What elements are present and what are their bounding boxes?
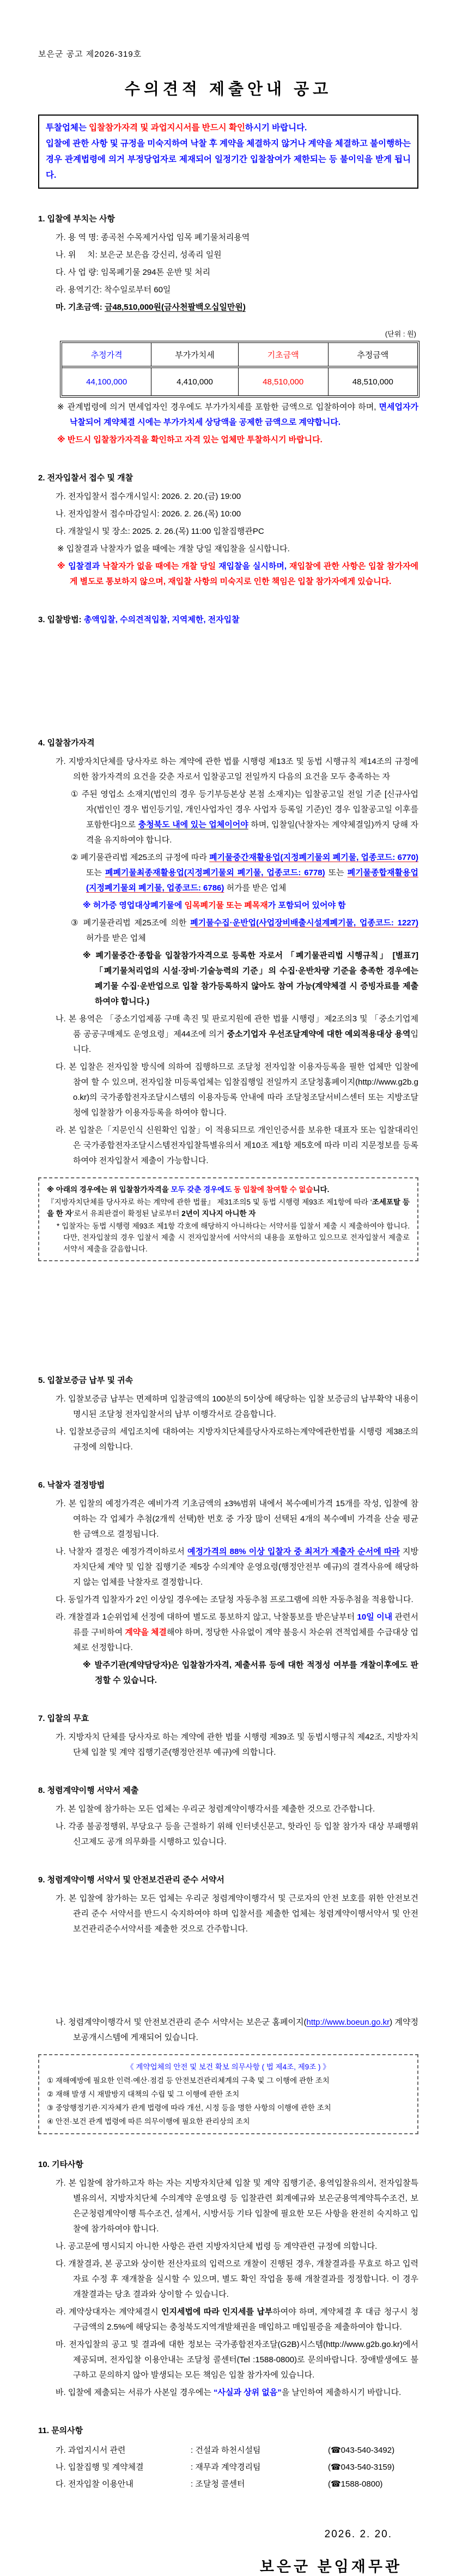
warning-paragraph [46,120,411,136]
contact-department: : 재무과 계약경리팀 [191,2463,261,2472]
text-run: 예정가격의 88% 이상 입찰자 중 최저가 제출자 순서에 따라 [187,1547,400,1556]
paragraph [38,754,418,785]
paragraph [38,507,418,522]
paragraph [38,230,418,245]
amount-table-header: 추정금액 [328,343,417,367]
warning-paragraph [46,136,411,183]
unit-label: (단위 : 원) [385,330,416,338]
text-run: ※ [57,562,69,571]
amount-table-header: 추정가격 [62,343,151,367]
text-run: 7. 입찰의 무효 [38,1714,89,1723]
amount-table-header: 부가가치세 [151,343,238,367]
text-run: 라. 계약상대자는 계약체결시 [56,2307,161,2316]
text-run: 인지세법에 따라 인지세를 납부 [161,2307,273,2316]
contact-label: 나. 입찰집행 및 계약체결 [56,2463,144,2472]
text-run: 낙찰자가 없을 때에는 개찰 당일 [100,562,219,571]
box-paragraph [47,2074,410,2087]
paragraph [38,1891,418,1937]
paragraph [38,1060,418,1121]
text-run: 2. 전자입찰서 접수 및 개찰 [38,473,133,483]
text-run: 지방자치단체 계약 및 입찰 집행기준 제5장 수의계약 운영요령(행정안전부 예규)의 결격사유에 해당하지 않는 업체를 낙찰자로 결정합니다. [73,1547,418,1587]
paragraph [38,787,418,848]
boeun-homepage-link[interactable]: http://www.boeun.go.kr [306,2018,390,2027]
text-run: 《 계약업체의 안전 및 보건 확보 의무사항 ( 법 제4조, 제9조 ) 》 [126,2063,330,2071]
text-run: 2년이 지나지 아니한 자 [181,1209,256,1218]
paragraph [38,2015,418,2045]
text-run: 니다. [313,1185,330,1194]
contact-label: 다. 전자입찰 이용안내 [56,2479,133,2489]
box-paragraph [47,1184,410,1195]
paragraph [38,1424,418,1455]
text-run: 나. 각종 불공정행위, 부당요구 등을 근절하기 위해 인터넷신문고, 핫라인 등 입찰 참가자 대상 부패행위 신고제도 공개 의무화를 시행하고 있습니다. [56,1822,418,1846]
text-run: 다. 본 입찰은 전자입찰 방식에 의하여 집행하므로 조달청 전자입찰 이용자등록을 필한 업체만 입찰에 참여 할 수 있으며, 전자입찰 미등록업체는 입찰집행일 전일까지 조달청홈페이지(http://www.g2b.go.kr)의 국가종합전자조달시스템의 이용자등록 안내에 따라 조달청조달서비스센터 또는 지방조달청에 입찰참가 이용자등록을 하여야 합니다. [56,1062,418,1117]
text-run: 나. 공고문에 명시되지 아니한 사항은 관련 지방자치단체 법령 등 계약관련 규정에 의합니다. [56,2242,378,2251]
paragraph [38,1544,418,1590]
text-run: ※ 아래의 경우에는 위 입찰참가자격을 [47,1185,171,1194]
section-10-heading [38,2157,418,2172]
text-run: 관련서류를 구비하여 [73,1612,418,1637]
text-run: 가. 본 입찰에 참가하고자 하는 자는 지방자치단체 입찰 및 계약 집행기준, 용역입찰유의서, 전자입찰특별유의서, 지방자치단체 수의계약 운영요령 등 입찰관련 회계예규와 보은군용역계약특수조건, 보은군청렴계약이행 특수조건, 설계서, 시방서등 기타 입찰에 필요한 모든 사항을 완전히 숙지하고 입찰에 참가하여야 합니다. [56,2178,418,2234]
text-run: 폐폐기물최종재활용업(지정폐기물외 폐기물, 업종코드: 6778) [105,868,325,877]
gap-block [38,631,418,713]
paragraph [38,265,418,280]
text-run: 가. 지방자치단체를 당사자로 하는 계약에 관한 법률 시행령 제13조 및 동법 시행규칙 제14조의 규정에 의한 참가자격의 요건을 갖춘 자로서 입찰공고일 전일까지 다음의 요건을 모두 충족하는 자 [56,757,418,781]
safety-health-duty-box [38,2054,418,2134]
contact-row [38,2442,418,2459]
bidder-warning-box [38,115,418,189]
text-run: 나. 본 용역은 「중소기업제품 구매 촉진 및 판로지원에 관한 법률 시행령」제2조의3 및 「중소기업제품 공공구매제도 운영요령」제44조에 의거 [56,1014,418,1039]
section-2-heading [38,471,418,486]
text-run: 폐기물종합재활용업(지정폐기물외 폐기물, 업종코드: 6786) [86,868,418,893]
amount-table [60,341,419,398]
text-run: 나. 청렴계약이행각서 및 안전보건관리 준수 서약서는 보은군 홈페이지( [56,2018,307,2027]
text-run: 6. 낙찰자 결정방법 [38,1480,105,1490]
text-run: 재입찰에 관한 사항은 입찰 참가자에게 별도로 통보하지 않으며, 재입찰 사항의 미숙지로 인한 책임은 입찰 참가자에게 있습니다. [70,562,418,586]
text-run: 10일 이내 [357,1612,393,1622]
box-paragraph [47,1220,410,1255]
text-run: 마. 기초금액: [56,303,105,312]
text-run: 면세업자가 낙찰되어 계약체결 시에는 부가가치세 상당액을 공제한 금액으로 계약합니다. [70,402,418,427]
paragraph [38,850,418,896]
text-run: 하며, 입찰일(낙찰자는 계약체결일)까지 당해 자격을 유지하여야 합니다. [86,820,419,845]
box-paragraph [47,2061,410,2073]
contact-label: 가. 과업지시서 관련 [56,2446,126,2455]
text-run: 입니다. [73,1030,419,1054]
paragraph [38,541,418,557]
text-run: 가. 용 역 명: 종곡천 수목제거사업 임목 폐기물처리용역 [56,233,250,242]
contact-department: : 조달청 콜센터 [191,2479,245,2489]
text-run: 바. 입찰에 제출되는 서류가 사본일 경우에는 [56,2388,214,2397]
text-run: 나. 낙찰자 결정은 예정가격이하로서 [56,1547,188,1556]
paragraph [38,432,418,448]
amount-table-value: 44,100,000 [62,367,151,395]
text-run: 10. 기타사항 [38,2160,83,2169]
box-paragraph [47,2102,410,2114]
text-run: ) 계약정보공개시스템에 게재되어 있습니다. [73,2018,418,2042]
text-run: 가. 지방자치 단체를 당사자로 하는 계약에 관한 법률 시행령 제39조 및 동법시행규칙 제42조, 지방자치단체 입찰 및 계약 집행기준(행정안전부 예규)에 의합니다. [56,1732,418,1757]
contact-row [38,2476,418,2493]
amount-table-header: 기초금액 [238,343,328,367]
paragraph [38,524,418,539]
issuing-authority-signature: 보은군 분임재무관 [259,2559,402,2575]
text-run: 재입찰을 실시하며, [218,562,287,571]
text-run: 가. 본 입찰의 예정가격은 예비가격 기초금액의 ±3%범위 내에서 복수예비가격 15개를 작성, 입찰에 참여하는 각 업체가 추첨(2개씩 선택)한 번호 중 가장 많이 선택된 4개의 복수예비 가격을 산술 평균한 금액으로 결정됩니다. [56,1499,418,1539]
text-run: 조세포탈 등을 한 자 [47,1198,410,1218]
text-run: 임목폐기물 또는 폐목재 [184,901,268,910]
contact-phone: (☎1588-0800) [328,2479,383,2489]
text-run: ② 재해 발생 시 재발방지 대책의 수립 및 그 이행에 관한 조치 [47,2090,240,2098]
text-run: ※ 폐기물중간·종합을 입찰참가자격으로 등록한 자로서 「폐기물관리법 시행규칙」 [별표7] 「폐기물처리업의 시설·장비·기술능력의 기준」의 수집·운반차량 기준을 충족한 경우에는 폐기물 수집·운반업으로 입찰 참가등록하지 않아도 참여 가능(계약체결 시 증빙자료를 제출하여야 합니다.) [83,951,418,1006]
text-run: 또는 [86,868,105,877]
text-run: ※ 입찰결과 낙찰자가 없을 때에는 개찰 당일 재입찰을 실시합니다. [57,544,290,553]
text-run: 라. 용역기간: 착수일로부터 60일 [56,285,171,294]
text-run: ① 재해예방에 필요한 인력·예산·점검 등 안전보건관리체계의 구축 및 그 이행에 관한 조치 [47,2077,330,2085]
paragraph [38,2385,418,2400]
text-run: ① 주된 영업소 소재지(법인의 경우 등기부등본상 본점 소재지)는 입찰공고일 전일 기준 [신규사업자(법인인 경우 법인등기일, 개인사업자인 경우 사업자 등록일 기준)인 경우 입찰공고일 이후를 포함한다]으로 [71,790,418,829]
text-run: 가. 입찰보증금 납부는 면제하며 입찰금액의 100분의 5이상에 해당하는 입찰 보증금의 납부확약 내용이 명시된 조달청 전자입찰서의 납부 이행각서로 갈음합니다. [56,1394,418,1419]
text-run: 가. 본 입찰에 참가하는 모든 업체는 우리군 청렴계약이행각서 및 근로자의 안전 보호를 위한 안전보건관리 준수 서약서를 반드시 숙지하여야 하며 입찰서를 제출한 업체는 청렴계약이행서약서 및 안전보건관리준수서약서를 제출한 것으로 간주합니다. [56,1894,418,1934]
gap-block [38,1939,418,2013]
text-run: 9. 청렴계약이행 서약서 및 안전보건관리 준수 서약서 [38,1875,224,1885]
section-4-heading [38,736,418,751]
text-run: 다. 개찰결과, 본 공고와 상이한 전산자료의 입력으로 개찰이 진행된 경우, 개찰결과를 무효로 하고 입력자료 수정 후 재개찰을 실시할 수 있으며, 별도 확인 작업을 통해 개찰결과를 정정합니다. 이 경우 개찰결과는 당초 결과와 상이할 수 있습니다. [56,2259,418,2299]
text-run: 입찰결과 [68,562,100,571]
paragraph [38,916,418,946]
text-run: 허가를 받은 업체 [224,883,287,893]
paragraph [38,400,418,430]
paragraph [38,898,418,913]
paragraph [38,948,418,1009]
text-run: 가. 전자입찰서 접수개시일시: 2026. 2. 20.(금) 19:00 [56,492,241,501]
paragraph [38,248,418,263]
text-run: “사실과 상위 없음” [214,2388,282,2397]
box-paragraph [47,2115,410,2128]
text-run: ※ 허가증 영업대상폐기물에 [83,901,185,910]
paragraph [38,1496,418,1542]
page-title: 수의견적 제출안내 공고 [124,81,332,98]
text-run: 폐기물수집·운반업(사업장비배출시설계폐기물, 업종코드: 1227) [190,918,418,928]
section-8-heading [38,1783,418,1798]
text-run: ※ 관계법령에 의거 면세업자인 경우에도 부가가치세를 포함한 금액으로 입찰하여야 하며, [57,402,379,412]
text-run: ② 폐기물관리법 제25조의 규정에 따라 [71,853,210,862]
section-3-heading [38,612,418,628]
box-paragraph [47,1196,410,1219]
text-run: 3. 입찰방법: [38,615,84,624]
section-6-heading [38,1478,418,1493]
text-run: 라. 본 입찰은「지문인식 신원확인 입찰」이 적용되므로 개인인증서를 보유한 대표자 또는 입찰대리인은 국가종합전자조달시스템전자입찰특별유의서 제10조 제1항 제5호에 따라 미리 지문정보를 등록하여야 전자입찰서 제출이 가능합니다. [56,1126,418,1165]
paragraph [38,1730,418,1760]
text-run: 다. 사 업 량: 임목폐기물 294톤 운반 및 처리 [56,268,211,277]
text-run: ※ 반드시 입찰참가자격을 확인하고 자격 있는 업체만 투찰하시기 바랍니다. [57,435,323,444]
text-run: 다. 개찰일시 및 장소: 2025. 2. 26.(목) 11:00 입찰집행관PC [56,527,264,536]
section-9-heading [38,1873,418,1888]
paragraph [38,2337,418,2383]
text-run: 『지방자치단체를 당사자로 하는 계약에 관한 법률』 제31조의5 및 동법 시행령 제93조 제1항에 따라 ‘ [47,1198,372,1206]
text-run: 동 입찰에 참여할 수 없습 [234,1185,313,1194]
amount-table-value: 4,410,000 [151,367,238,395]
text-run: 하시기 바랍니다. [245,123,307,133]
text-run: 나. 전자입찰서 접수마감일시: 2026. 2. 26.(목) 10:00 [56,509,241,519]
text-run: ③ 중앙행정기관·지자체가 관계 법령에 따라 개선, 시정 등을 명한 사항의 이행에 관한 조치 [47,2104,331,2112]
text-run: 투찰업체는 [46,123,89,133]
paragraph [38,282,418,298]
text-run: 입찰에 관한 사항 및 규정을 미숙지하여 낙찰 후 계약을 체결하지 않거나 계약을 체결하고 불이행하는 경우 관계법령에 의거 부정당업자로 제재되어 일정기간 입찰참여가 제한되는 등 불이익을 받게 됩니다. [46,139,411,180]
paragraph [38,2239,418,2254]
text-run: 해야 하며, 정당한 사유없이 계약 불응시 차순위 견적업체를 수급대상 업체로 선정합니다. [73,1628,418,1652]
notice-number: 보은군 공고 제2026-319호 [38,50,142,59]
paragraph [38,489,418,504]
text-run: 마. 전자입찰의 공고 및 결과에 대한 정보는 국가종합전자조달(G2B)시스템(http://www.g2b.go.kr)에서 제공되며, 전자입찰 이용안내는 조달청 콜센터(Tel :1588-0800)로 문의바랍니다. 장애발생에도 불구하고 문의하지 않아 발생되는 모든 책임은 입찰 참가자에 있습니다. [56,2340,418,2380]
text-run: 허가를 받은 업체 [86,934,146,943]
text-run: 금48,510,000원(금사천팔백오십일만원) [104,303,246,312]
box-paragraph [47,2088,410,2100]
text-run: 가. 본 입찰에 참가하는 모든 업체는 우리군 청렴계약이행각서를 제출한 것으로 간주합니다. [56,1804,375,1814]
amount-table-value: 48,510,000 [238,367,328,395]
text-run: 계약을 체결 [125,1628,167,1637]
paragraph [38,1012,418,1057]
paragraph [38,1123,418,1169]
participation-restriction-box [38,1177,418,1261]
paragraph [38,1610,418,1656]
text-run: 입찰참가자격 및 과업지시서를 반드시 확인 [89,123,245,133]
text-run: 하여야 하며, 계약체결 후 대금 청구시 청구금액의 2.5%에 해당되는 충청북도지역개발채권을 매입하고 매입필증을 제출하여야 합니다. [73,2307,419,2332]
announcement-date: 2026. 2. 20. [324,2529,392,2540]
paragraph [38,559,418,589]
text-run: 다. 동일가격 입찰자가 2인 이상일 경우에는 조달청 자동추첨 프로그램에 의한 자동추첨을 적용합니다. [56,1595,413,1604]
contact-list [38,2442,418,2493]
section-5-heading [38,1373,418,1388]
text-run: 5. 입찰보증금 납부 및 귀속 [38,1376,133,1385]
document-body [38,212,418,2493]
text-run: 모두 갖춘 경우에도 [171,1185,234,1194]
contact-phone: (☎043-540-3492) [328,2446,395,2455]
amount-table-value: 48,510,000 [328,367,417,395]
paragraph [38,1592,418,1608]
text-run: 4. 입찰참가자격 [38,738,95,748]
text-run: ④ 안전·보건 관계 법령에 따른 의무이행에 필요한 관리상의 조치 [47,2117,250,2126]
paragraph [38,2304,418,2335]
text-run: ③ 폐기물관리법 제25조에 의한 [71,918,191,928]
contact-row [38,2459,418,2476]
text-run: 가 포함되어 있어야 함 [267,901,346,910]
text-run: ※ 발주기관(계약담당자)은 입찰참가자격, 제출서류 등에 대한 적정성 여부를 개찰이후에도 판정할 수 있습니다. [83,1660,418,1685]
section-11-heading [38,2423,418,2439]
text-run: 나. 입찰보증금의 세입조치에 대하여는 지방자치단체를당사자로하는계약에관한법률 시행령 제38조의 규정에 의합니다. [56,1427,418,1452]
text-run: 총액입찰, 수의견적입찰, 지역제한, 전자입찰 [83,615,240,624]
text-run: 충청북도 내에 있는 업체이어야 [138,820,248,829]
paragraph [38,1819,418,1850]
paragraph [38,1802,418,1817]
text-run: 폐기물중간재활용업(지정폐기물외 폐기물, 업종코드: 6770) [209,853,418,862]
contact-department: : 건설과 하천시설팀 [191,2446,261,2455]
paragraph [38,1658,418,1688]
text-run: ’로서 유죄판결이 확정된 날로부터 [72,1209,182,1218]
gap-block [38,1266,418,1350]
contact-phone: (☎043-540-3159) [328,2463,395,2472]
paragraph [38,300,418,315]
text-run: 중소기업자 우선조달계약에 대한 예외적용대상 용역 [227,1030,411,1039]
text-run: 라. 개찰결과 1순위업체 선정에 대하여 별도로 통보하지 않고, 낙찰통보를 받은날부터 [56,1612,357,1622]
text-run: 을 날인하여 제출하시기 바랍니다. [281,2388,402,2397]
text-run: 8. 청렴계약이행 서약서 제출 [38,1786,139,1795]
paragraph [38,2256,418,2302]
text-run: 1. 입찰에 부치는 사항 [38,214,115,224]
text-run: 나. 위 치: 보은군 보은읍 강신리, 성족리 일원 [56,250,222,260]
section-1-heading [38,212,418,227]
paragraph [38,2176,418,2237]
paragraph [38,1392,418,1422]
section-7-heading [38,1711,418,1726]
text-run: * 입찰자는 동법 시행령 제93조 제1항 각호에 해당하지 아니하다는 서약서를 입찰서 제출 시 제출하여야 합니다. 다만, 전자입찰의 경우 입찰서 제출 시 전자입찰서에 서약서의 내용을 포함하고 있으므로 전자입찰서 제출로 서약서 제출을 갈음합니다. [57,1222,410,1253]
text-run: 또는 [325,868,348,877]
text-run: 11. 문의사항 [38,2426,83,2435]
